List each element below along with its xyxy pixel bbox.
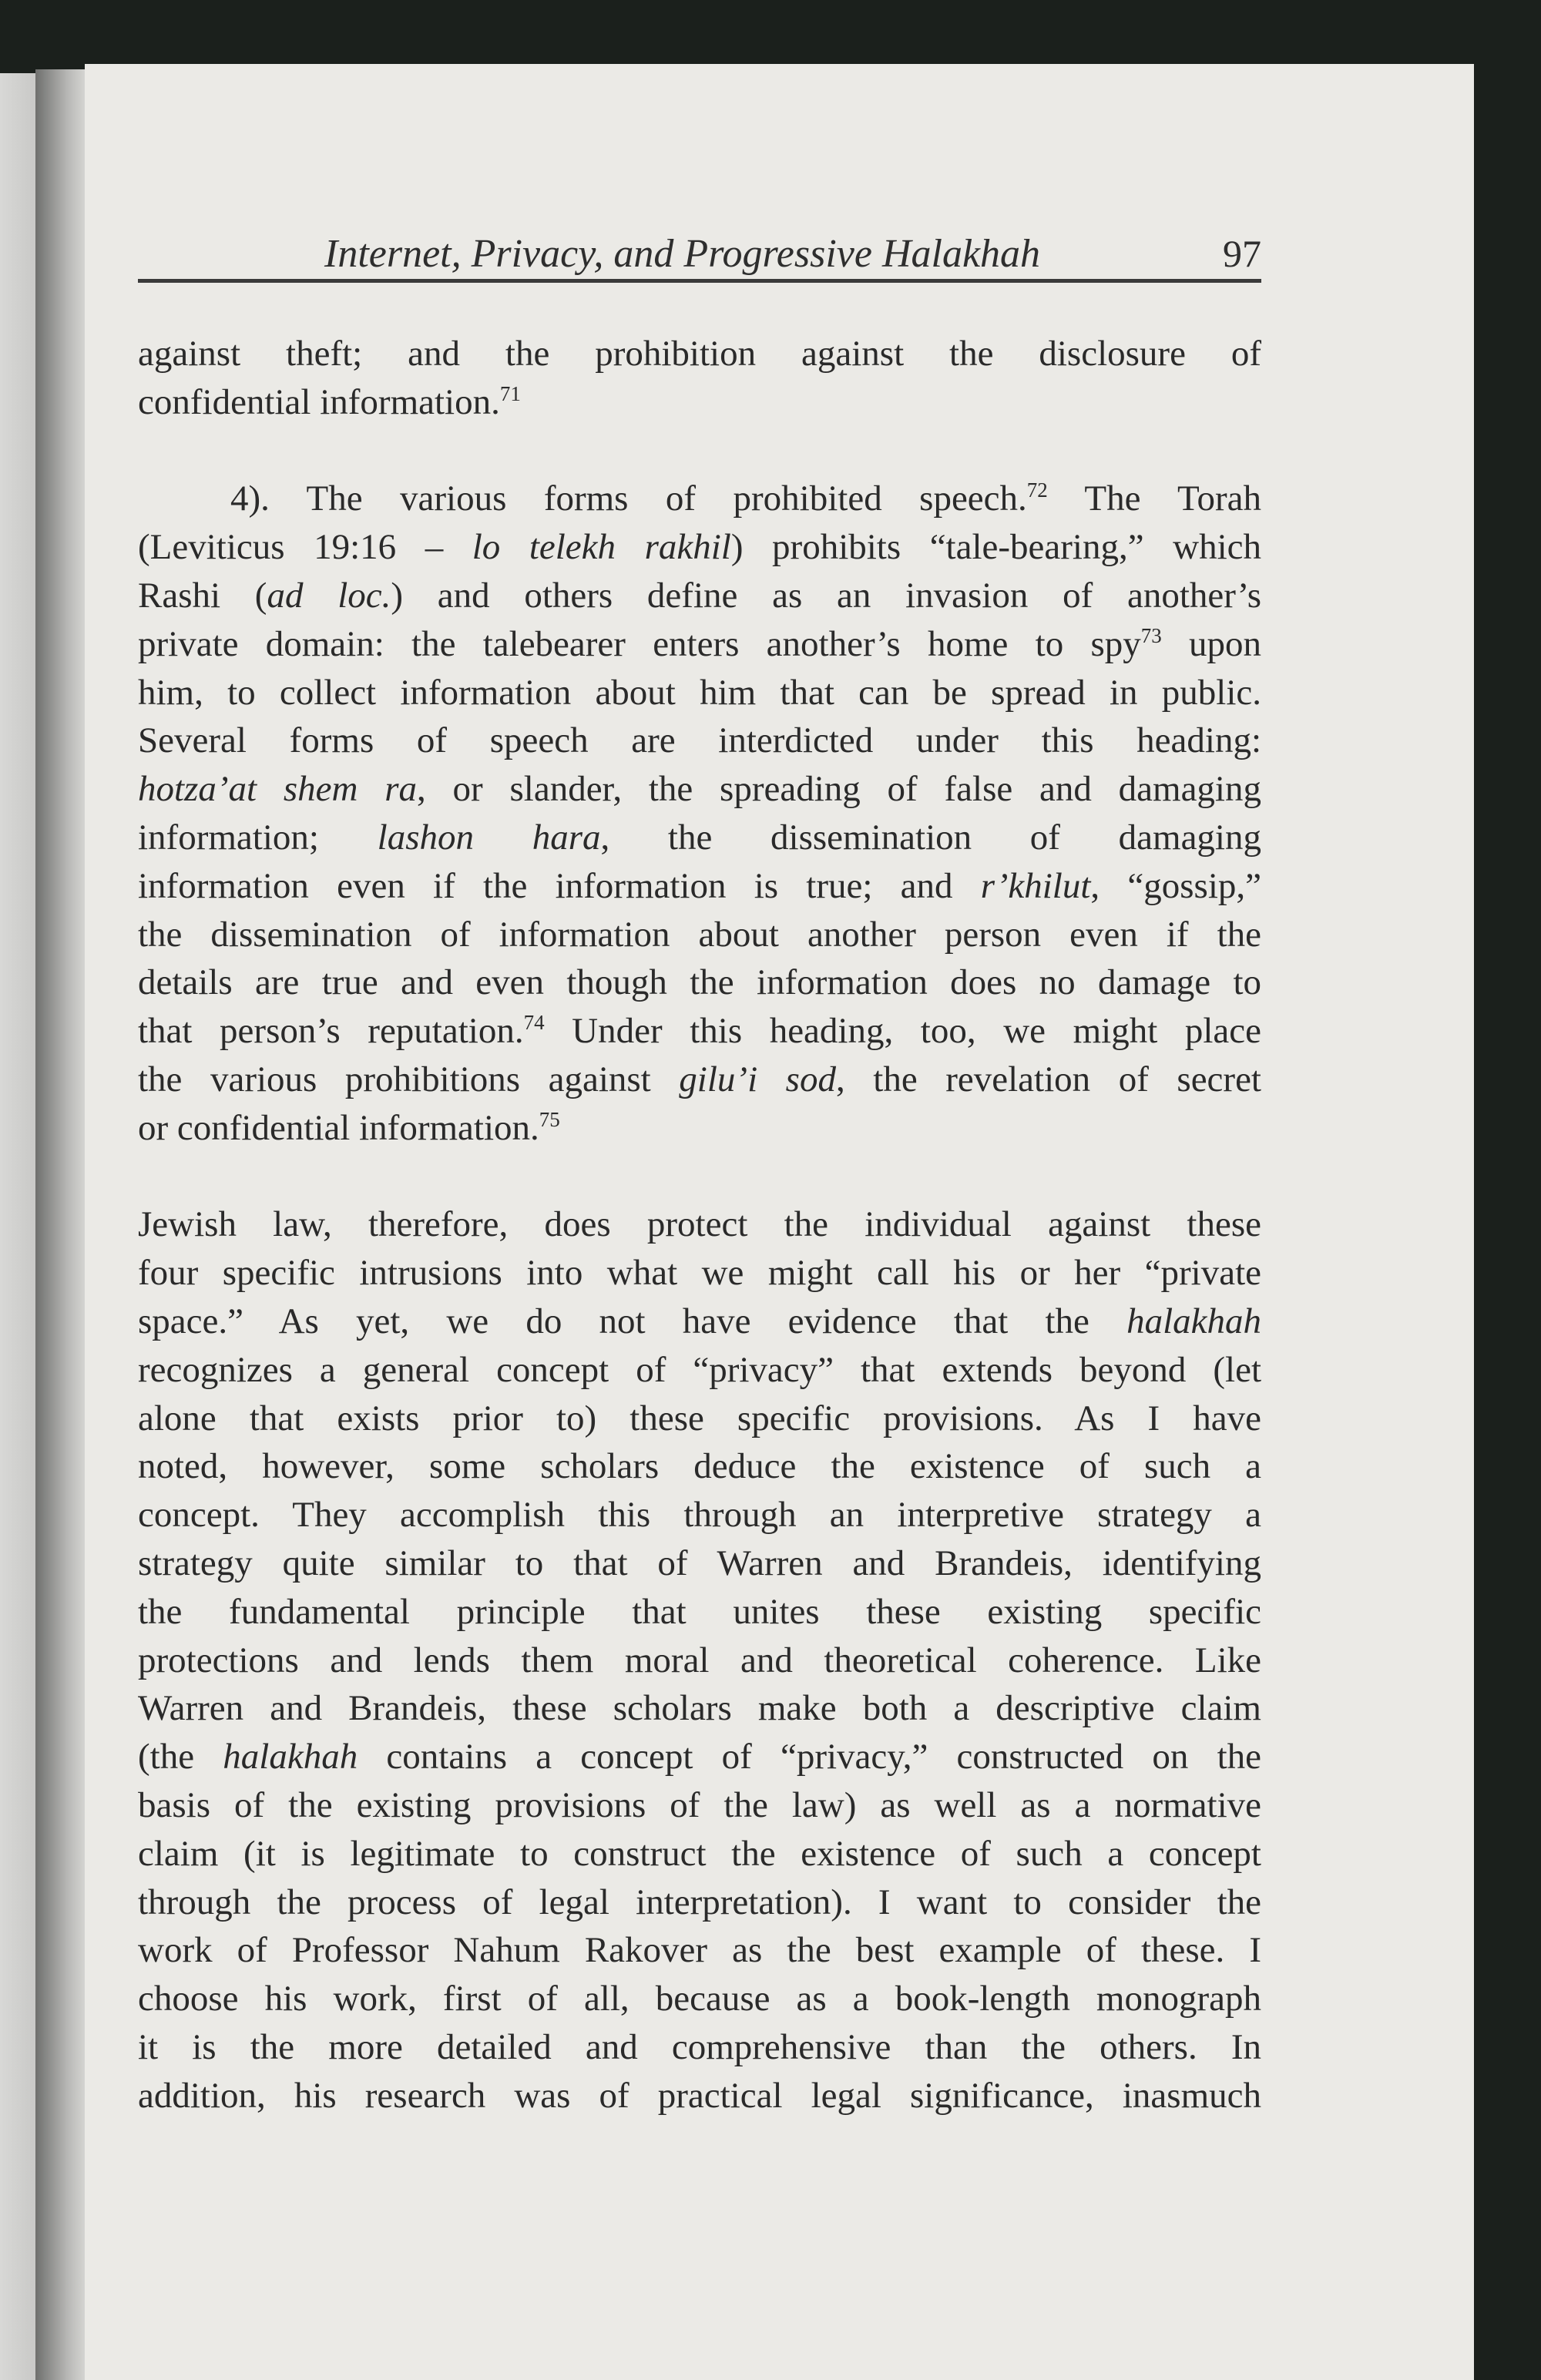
- text-run: recognizes a general concept of “privacy” that extends beyond (let: [138, 1349, 1261, 1390]
- text-run: (the: [138, 1737, 223, 1777]
- text-line: [138, 523, 1261, 572]
- text-line: [138, 1297, 1261, 1346]
- footnote-ref: 73: [1140, 623, 1162, 647]
- text-line: [138, 911, 1261, 959]
- text-run: Warren and Brandeis, these scholars make both a descriptive claim: [138, 1688, 1261, 1729]
- italic-term: lo telekh rakhil: [472, 527, 731, 568]
- text-line: [138, 862, 1261, 911]
- text-line: [138, 572, 1261, 620]
- text-line: [138, 1346, 1261, 1395]
- text-line: [138, 1781, 1261, 1830]
- text-run: The Torah: [1047, 478, 1261, 519]
- text-line: [138, 620, 1261, 669]
- footnote-ref: 74: [523, 1011, 545, 1035]
- text-line: [138, 1684, 1261, 1733]
- text-run: Rashi (: [138, 575, 267, 616]
- text-run: details are true and even though the information does no damage to: [138, 962, 1261, 1003]
- text-run: work of Professor Nahum Rakover as the best example of these. I: [138, 1930, 1261, 1971]
- text-line: [138, 1007, 1261, 1056]
- text-line: [138, 1588, 1261, 1636]
- text-run: claim (it is legitimate to construct the existence of such a concept: [138, 1833, 1261, 1874]
- text-run: , the revelation of secret: [835, 1059, 1261, 1099]
- text-run: space.” As yet, we do not have evidence that the: [138, 1301, 1127, 1341]
- italic-term: r’khilut: [980, 865, 1091, 906]
- text-run: Under this heading, too, we might place: [544, 1011, 1261, 1052]
- text-run: strategy quite similar to that of Warren and Brandeis, identifying: [138, 1542, 1261, 1583]
- text-run: , the dissemination of damaging: [600, 817, 1261, 858]
- book-gutter: [35, 69, 89, 2380]
- text-line: [138, 814, 1261, 862]
- text-run: the fundamental principle that unites these existing specific: [138, 1591, 1261, 1632]
- text-run: four specific intrusions into what we might call his or her “private: [138, 1253, 1261, 1294]
- text-run: it is the more detailed and comprehensive than the others. In: [138, 2026, 1261, 2067]
- text-line: [138, 1975, 1261, 2023]
- text-line: [138, 765, 1261, 814]
- italic-term: halakhah: [1126, 1301, 1261, 1341]
- text-run: ) and others define as an invasion of another’s: [391, 575, 1261, 616]
- text-run: the various prohibitions against: [138, 1059, 680, 1099]
- text-line: [138, 1539, 1261, 1588]
- text-run: confidential information.: [138, 381, 500, 422]
- text-run: Jewish law, therefore, does protect the individual against these: [138, 1204, 1261, 1245]
- running-head-title: Internet, Privacy, and Progressive Halakhah: [324, 232, 1041, 276]
- running-head: [138, 231, 1261, 279]
- text-run: protections and lends them moral and theoretical coherence. Like: [138, 1640, 1261, 1680]
- paragraph-gap: [138, 427, 1261, 475]
- page-number: 97: [1223, 232, 1261, 275]
- text-line: [138, 1636, 1261, 1685]
- italic-term: hotza’at shem ra: [138, 769, 418, 810]
- text-line: [138, 1926, 1261, 1975]
- text-run: , “gossip,”: [1090, 865, 1261, 906]
- italic-term: gilu’i sod: [679, 1059, 836, 1099]
- text-run: against theft; and the prohibition against the disclosure of: [138, 334, 1261, 374]
- text-line: [138, 1056, 1261, 1104]
- text-run: addition, his research was of practical legal significance, inasmuch: [138, 2075, 1261, 2116]
- text-run: information;: [138, 817, 378, 858]
- text-line: [138, 1200, 1261, 1249]
- text-line: [138, 1830, 1261, 1878]
- text-line: [138, 1104, 1261, 1153]
- header-rule: [138, 279, 1261, 283]
- text-run: , or slander, the spreading of false and damaging: [417, 769, 1261, 810]
- text-run: choose his work, first of all, because as a book-length monograph: [138, 1979, 1261, 2019]
- text-run: him, to collect information about him that can be spread in public.: [138, 672, 1261, 713]
- text-run: noted, however, some scholars deduce the existence of such a: [138, 1446, 1261, 1487]
- text-run: ) prohibits “tale-bearing,” which: [730, 527, 1261, 568]
- footnote-ref: 71: [499, 381, 521, 405]
- italic-term: ad loc.: [267, 575, 391, 616]
- text-line: [138, 1395, 1261, 1443]
- italic-term: halakhah: [223, 1737, 358, 1777]
- text-line: [138, 1733, 1261, 1781]
- facing-page-edge: [0, 73, 35, 2380]
- body-text: [138, 330, 1261, 2120]
- text-run: information even if the information is true; and: [138, 865, 981, 906]
- text-line: [138, 330, 1261, 378]
- text-line: [138, 2072, 1261, 2120]
- footnote-ref: 72: [1026, 478, 1048, 502]
- text-line: [138, 378, 1261, 427]
- text-run: (Leviticus 19:16 –: [138, 527, 472, 568]
- text-line: [138, 958, 1261, 1007]
- text-run: Several forms of speech are interdicted under this heading:: [138, 720, 1261, 761]
- text-run: contains a concept of “privacy,” constructed on the: [358, 1737, 1261, 1777]
- text-run: or confidential information.: [138, 1107, 539, 1148]
- text-line: [138, 717, 1261, 765]
- text-run: concept. They accomplish this through an interpretive strategy a: [138, 1495, 1261, 1536]
- text-run: that person’s reputation.: [138, 1011, 524, 1052]
- text-line: [138, 1442, 1261, 1491]
- text-line: [138, 475, 1261, 523]
- text-run: alone that exists prior to) these specific provisions. As I have: [138, 1398, 1261, 1438]
- text-line: [138, 669, 1261, 717]
- text-run: basis of the existing provisions of the law) as well as a normative: [138, 1784, 1261, 1825]
- text-line: [138, 2023, 1261, 2072]
- text-run: the dissemination of information about another person even if the: [138, 914, 1261, 955]
- text-line: [138, 1878, 1261, 1927]
- text-run: upon: [1161, 623, 1262, 664]
- text-run: 4). The various forms of prohibited speech.: [230, 478, 1027, 519]
- italic-term: lashon hara: [377, 817, 601, 858]
- text-line: [138, 1491, 1261, 1539]
- paragraph-gap: [138, 1153, 1261, 1201]
- text-run: private domain: the talebearer enters another’s home to spy: [138, 623, 1141, 664]
- footnote-ref: 75: [539, 1107, 560, 1131]
- text-line: [138, 1249, 1261, 1297]
- text-run: through the process of legal interpretation). I want to consider the: [138, 1882, 1261, 1922]
